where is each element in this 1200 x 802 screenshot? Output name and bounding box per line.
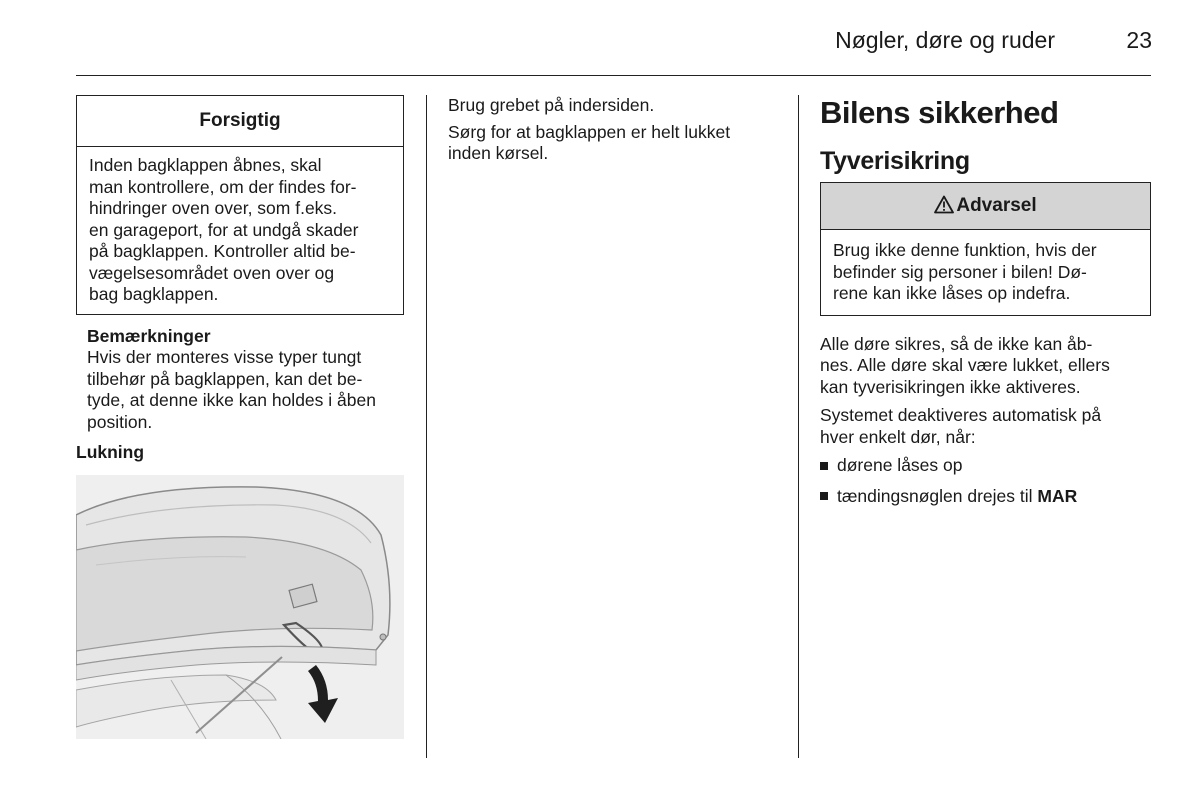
caution-line: hindringer oven over, som f.eks. xyxy=(89,198,338,218)
page-number: 23 xyxy=(1126,27,1152,53)
bullet-square-icon xyxy=(820,462,828,470)
paragraph-line: Alle døre sikres, så de ikke kan åb- xyxy=(820,333,1093,354)
note-line: position. xyxy=(87,411,153,432)
caution-title: Forsigtig xyxy=(77,96,403,147)
warning-box xyxy=(820,182,1151,316)
ensure-closed-line: Sørg for at bagklappen er helt lukket xyxy=(448,121,731,142)
paragraph-deactivation xyxy=(820,405,1151,448)
paragraph-line: nes. Alle døre skal være lukket, ellers xyxy=(820,355,1110,375)
column-1 xyxy=(76,95,404,739)
list-item-text-main: tændingsnøglen drejes til xyxy=(837,485,1038,506)
closing-heading: Lukning xyxy=(76,442,145,462)
list-item xyxy=(820,486,1151,508)
column-divider-1 xyxy=(426,95,427,758)
column-2 xyxy=(448,95,778,165)
ignition-position-label: MAR xyxy=(1037,485,1078,506)
body-text xyxy=(820,334,1151,508)
warning-title: Advarsel xyxy=(956,195,1037,216)
conditions-list xyxy=(820,455,1151,507)
page-header-title: Nøgler, døre og ruder xyxy=(835,27,1055,53)
list-item-text xyxy=(837,486,1077,508)
note-label: Bemærkninger xyxy=(87,325,211,346)
warning-line: rene kan ikke låses op indefra. xyxy=(833,283,1071,303)
warning-line: befinder sig personer i bilen! Dø- xyxy=(833,261,1087,282)
caution-line: på bagklappen. Kontroller altid be- xyxy=(89,241,356,261)
note-line: tilbehør på bagklappen, kan det be- xyxy=(87,368,363,389)
ensure-closed-line: inden kørsel. xyxy=(448,143,549,163)
caution-line: Inden bagklappen åbnes, skal xyxy=(89,155,322,175)
column-divider-2 xyxy=(798,95,799,758)
section-title: Bilens sikkerhed xyxy=(820,95,1059,130)
paragraph-doors-locked xyxy=(820,334,1151,399)
caution-line: bag bagklappen. xyxy=(89,284,219,304)
warning-header xyxy=(821,183,1150,230)
warning-text xyxy=(821,230,1150,315)
caution-line: en garageport, for at undgå skader xyxy=(89,219,359,240)
caution-box xyxy=(76,95,404,315)
paragraph-line: hver enkelt dør, når: xyxy=(820,426,976,447)
caution-line: vægelsesområdet oven over og xyxy=(89,262,335,283)
section-subtitle: Tyverisikring xyxy=(820,147,970,175)
list-item-text: dørene låses op xyxy=(837,455,963,475)
list-item xyxy=(820,455,1151,477)
note-block xyxy=(76,326,404,434)
header-divider xyxy=(76,75,1151,76)
warning-triangle-icon xyxy=(934,186,954,232)
note-line: tyde, at denne ikke kan holdes i åben xyxy=(87,390,376,410)
caution-text xyxy=(77,147,403,314)
tailgate-closing-illustration xyxy=(76,475,404,739)
warning-line: Brug ikke denne funktion, hvis der xyxy=(833,240,1097,260)
bullet-square-icon xyxy=(820,492,828,500)
paragraph-line: Systemet deaktiveres automatisk på xyxy=(820,405,1102,425)
caution-line: man kontrollere, om der findes for- xyxy=(89,176,357,197)
tailgate-illustration-svg xyxy=(76,475,404,739)
note-line: Hvis der monteres visse typer tungt xyxy=(87,347,362,367)
paragraph-line: kan tyverisikringen ikke aktiveres. xyxy=(820,376,1081,397)
ensure-closed-text xyxy=(448,122,778,165)
column-3 xyxy=(820,95,1151,516)
inner-handle-text: Brug grebet på indersiden. xyxy=(448,95,655,115)
